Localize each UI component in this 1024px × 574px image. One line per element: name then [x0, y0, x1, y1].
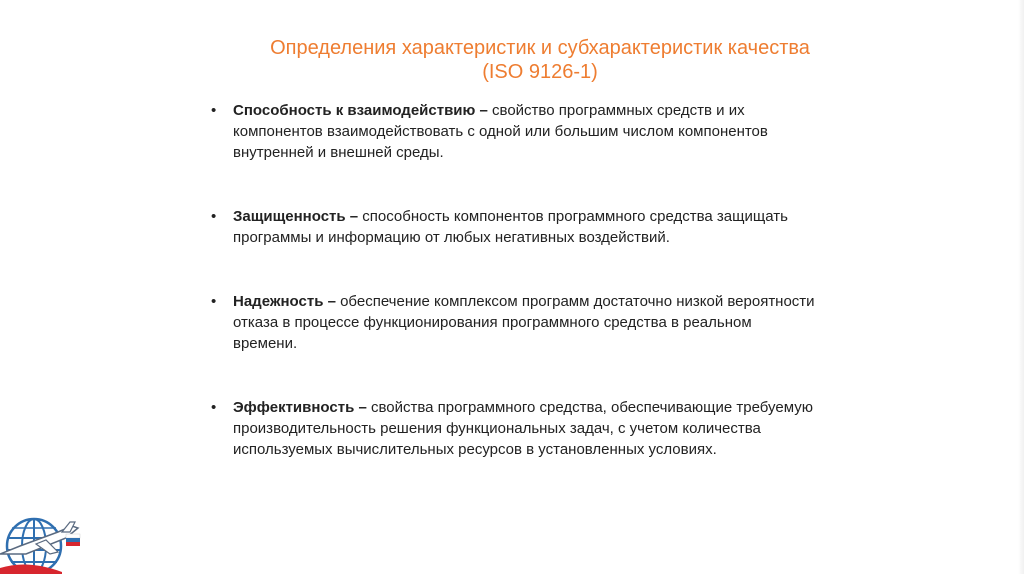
slide-edge — [1018, 0, 1024, 574]
definition-list — [209, 100, 819, 460]
list-item — [209, 100, 819, 163]
flag-stripes-icon — [66, 534, 80, 546]
list-item — [209, 206, 819, 248]
definition-security: способность компонентов программного средства защищать программы и информацию от любых негативных воздействий. — [233, 208, 788, 246]
list-item — [209, 291, 819, 354]
definition-reliability: обеспечение комплексом программ достаточно низкой вероятности отказа в процессе функционирования программного средства в реальном времени. — [233, 293, 815, 352]
term-security: Защищенность – — [233, 208, 359, 225]
bullet-dot: • — [211, 293, 217, 310]
bullet-dot: • — [211, 102, 217, 119]
definition-efficiency: свойства программного средства, обеспечивающие требуемую производительность решения функциональных задач, с учетом количества используемых вычислительных ресурсов в установленных условиях. — [233, 399, 813, 458]
definition-interoperability: свойство программных средств и их компонентов взаимодействовать с одной или большим числом компонентов внутренней и внешней среды. — [233, 102, 768, 161]
slide-title — [200, 36, 880, 84]
term-efficiency: Эффективность – — [233, 399, 367, 416]
title-line-2: (ISO 9126-1) — [482, 61, 598, 83]
title-line-1: Определения характеристик и субхарактеристик качества — [270, 37, 810, 59]
list-item — [209, 397, 819, 460]
term-reliability: Надежность – — [233, 293, 336, 310]
term-interoperability: Способность к взаимодействию – — [233, 102, 488, 119]
bullet-dot: • — [211, 399, 217, 416]
bullet-dot: • — [211, 208, 217, 225]
globe-airplane-logo-icon — [0, 506, 84, 574]
